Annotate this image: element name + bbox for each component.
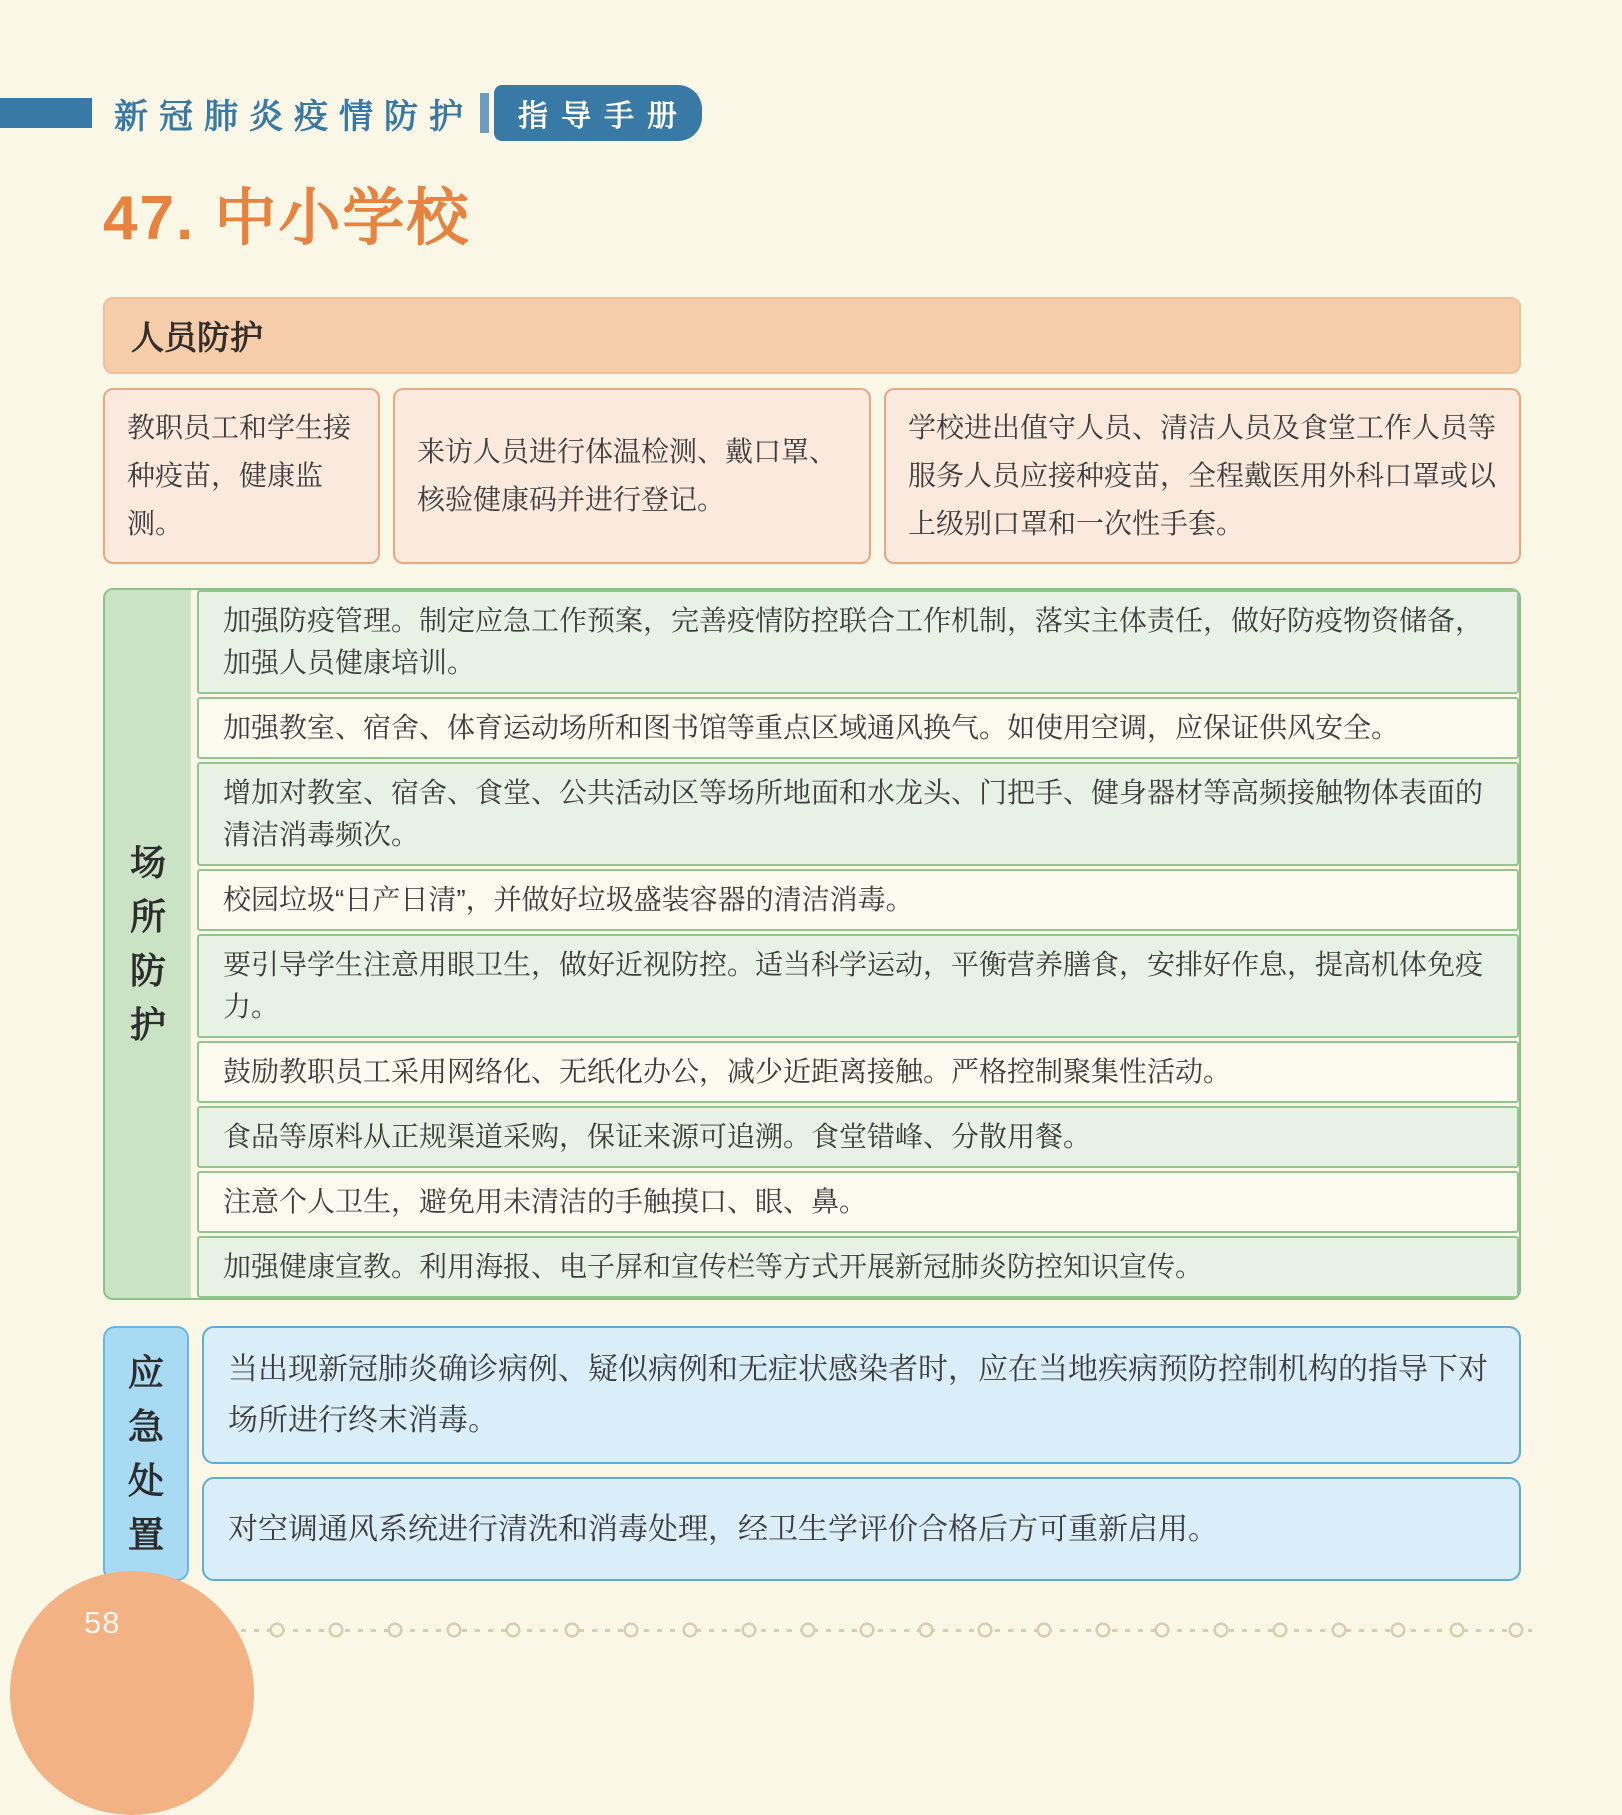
- place-row: [197, 590, 1519, 694]
- places-protection-section: [103, 588, 1521, 1300]
- emergency-item: [202, 1326, 1521, 1464]
- place-row: [197, 869, 1519, 931]
- emergency-items: [202, 1326, 1521, 1581]
- emergency-sidebar: [103, 1326, 189, 1581]
- place-row: [197, 1236, 1519, 1298]
- places-sidebar: [105, 590, 191, 1298]
- place-row-text: 要引导学生注意用眼卫生，做好近视防控。适当科学运动，平衡营养膳食，安排好作息，提高机体免疫力。: [223, 949, 1484, 1023]
- emergency-response-section: [103, 1326, 1521, 1581]
- place-row-text: 加强防疫管理。制定应急工作预案，完善疫情防控联合工作机制，落实主体责任，做好防疫物资储备，加强人员健康培训。: [223, 605, 1484, 679]
- place-row-text: 注意个人卫生，避免用未清洁的手触摸口、眼、鼻。: [223, 1186, 868, 1218]
- place-row: [197, 1106, 1519, 1168]
- place-row-text: 增加对教室、宿舍、食堂、公共活动区等场所地面和水龙头、门把手、健身器材等高频接触物体表面的清洁消毒频次。: [223, 777, 1484, 851]
- page-title: 47. 中小学校: [103, 184, 471, 253]
- place-row: [197, 1041, 1519, 1103]
- place-row-text: 校园垃圾“日产日清”，并做好垃圾盛装容器的清洁消毒。: [223, 884, 914, 916]
- place-row: [197, 934, 1519, 1038]
- page-number: 58: [84, 1605, 121, 1641]
- place-row-text: 加强健康宣教。利用海报、电子屏和宣传栏等方式开展新冠肺炎防控知识宣传。: [223, 1251, 1204, 1283]
- brand-accent-bar: [0, 98, 92, 128]
- dotted-divider: [150, 1621, 1532, 1639]
- badge-accent-bar: [480, 93, 489, 133]
- emergency-item-text: 对空调通风系统进行清洗和消毒处理，经卫生学评价合格后方可重新启用。: [228, 1512, 1218, 1546]
- place-row: [197, 1171, 1519, 1233]
- page-footer: [0, 1575, 1622, 1735]
- place-row-text: 加强教室、宿舍、体育运动场所和图书馆等重点区域通风换气。如使用空调，应保证供风安全。: [223, 712, 1400, 744]
- place-row-text: 鼓励教职员工采用网络化、无纸化办公，减少近距离接触。严格控制聚集性活动。: [223, 1056, 1232, 1088]
- manual-title: 新冠肺炎疫情防护: [114, 97, 474, 136]
- personnel-card-text: 来访人员进行体温检测、戴口罩、核验健康码并进行登记。: [417, 436, 838, 516]
- places-sidebar-label: 场所防护: [129, 842, 166, 1046]
- personnel-card-text: 学校进出值守人员、清洁人员及食堂工作人员等服务人员应接种疫苗，全程戴医用外科口罩或以上级别口罩和一次性手套。: [908, 412, 1497, 540]
- page-number-circle: [10, 1571, 254, 1815]
- personnel-card: [884, 388, 1521, 564]
- handbook-badge: [480, 85, 702, 141]
- top-brand-bar: [0, 90, 1622, 136]
- emergency-item: [202, 1477, 1521, 1581]
- personnel-card-text: 教职员工和学生接种疫苗，健康监测。: [127, 412, 352, 540]
- personnel-card: [103, 388, 380, 564]
- place-row-text: 食品等原料从正规渠道采购，保证来源可追溯。食堂错峰、分散用餐。: [223, 1121, 1092, 1153]
- personnel-cards: [103, 388, 1521, 564]
- place-row: [197, 697, 1519, 759]
- badge-label: 指导手册: [494, 85, 702, 141]
- place-row: [197, 762, 1519, 866]
- emergency-item-text: 当出现新冠肺炎确诊病例、疑似病例和无症状感染者时，应在当地疾病预防控制机构的指导下对场所进行终末消毒。: [228, 1353, 1488, 1438]
- personnel-card: [393, 388, 871, 564]
- emergency-sidebar-label: 应急处置: [127, 1351, 164, 1555]
- personnel-protection-header: 人员防护: [103, 297, 1521, 374]
- places-rows: [197, 590, 1519, 1298]
